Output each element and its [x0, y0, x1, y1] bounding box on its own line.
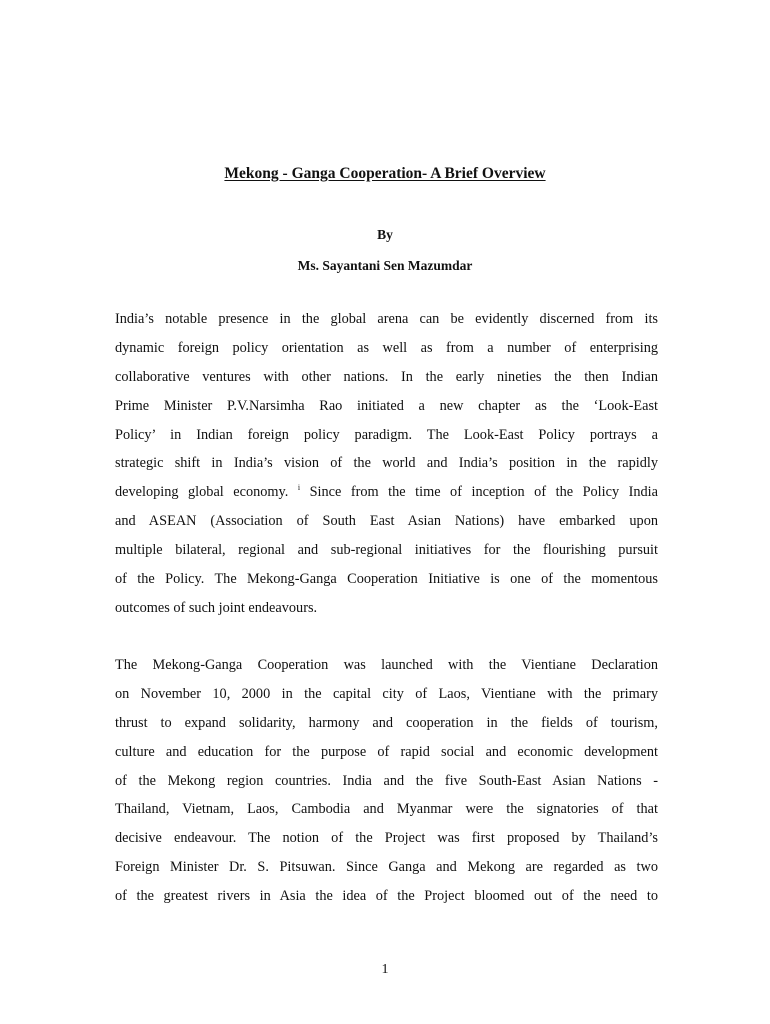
paragraph-line: thrust to expand solidarity, harmony and cooperation in the fields of tourism,: [115, 714, 658, 731]
paragraph-line: Policy’ in Indian foreign policy paradigm. The Look-East Policy portrays a: [115, 426, 658, 443]
paragraph-line: strategic shift in India’s vision of the world and India’s position in the rapidly: [115, 455, 658, 472]
line-text-before-footnote: developing global economy.: [115, 484, 298, 501]
by-label: By: [377, 227, 393, 242]
paragraph-launch: [115, 651, 658, 911]
paragraph-intro: [115, 305, 658, 623]
author-name: Ms. Sayantani Sen Mazumdar: [297, 258, 473, 273]
paragraph-line: and ASEAN (Association of South East Asian Nations) have embarked upon: [115, 513, 658, 530]
paragraph-line: India’s notable presence in the global arena can be evidently discerned from its: [115, 311, 658, 327]
line-text-after-footnote: Since from the time of inception of the Policy India: [300, 484, 658, 501]
paragraph-line: collaborative ventures with other nations. In the early nineties the then Indian: [115, 368, 658, 385]
paragraph-line: multiple bilateral, regional and sub-regional initiatives for the flourishing pursuit: [115, 542, 658, 559]
paragraph-line: The Mekong-Ganga Cooperation was launched with the Vientiane Declaration: [115, 657, 658, 673]
paragraph-line: of the Policy. The Mekong-Ganga Cooperation Initiative is one of the momentous: [115, 571, 658, 588]
document-title: Mekong - Ganga Cooperation- A Brief Overview: [224, 165, 546, 182]
paragraph-line: of the greatest rivers in Asia the idea of the Project bloomed out of the need to: [115, 888, 658, 905]
paragraph-line: Thailand, Vietnam, Laos, Cambodia and Myanmar were the signatories of that: [115, 801, 658, 818]
paragraph-line: dynamic foreign policy orientation as well as from a number of enterprising: [115, 339, 658, 356]
paragraph-line: of the Mekong region countries. India and the five South-East Asian Nations -: [115, 772, 658, 789]
paragraph-line: Foreign Minister Dr. S. Pitsuwan. Since Ganga and Mekong are regarded as two: [115, 859, 658, 876]
paragraph-line: culture and education for the purpose of rapid social and economic development: [115, 743, 658, 760]
paragraph-line: on November 10, 2000 in the capital city of Laos, Vientiane with the primary: [115, 685, 658, 702]
paragraph-line: Prime Minister P.V.Narsimha Rao initiated a new chapter as the ‘Look-East: [115, 397, 658, 414]
paragraph-line: decisive endeavour. The notion of the Project was first proposed by Thailand’s: [115, 830, 658, 847]
page-number: 1: [381, 962, 389, 977]
paragraph-line-with-footnote: [115, 478, 658, 507]
paragraph-line: outcomes of such joint endeavours.: [115, 599, 318, 616]
footnote-marker[interactable]: i: [297, 483, 301, 493]
